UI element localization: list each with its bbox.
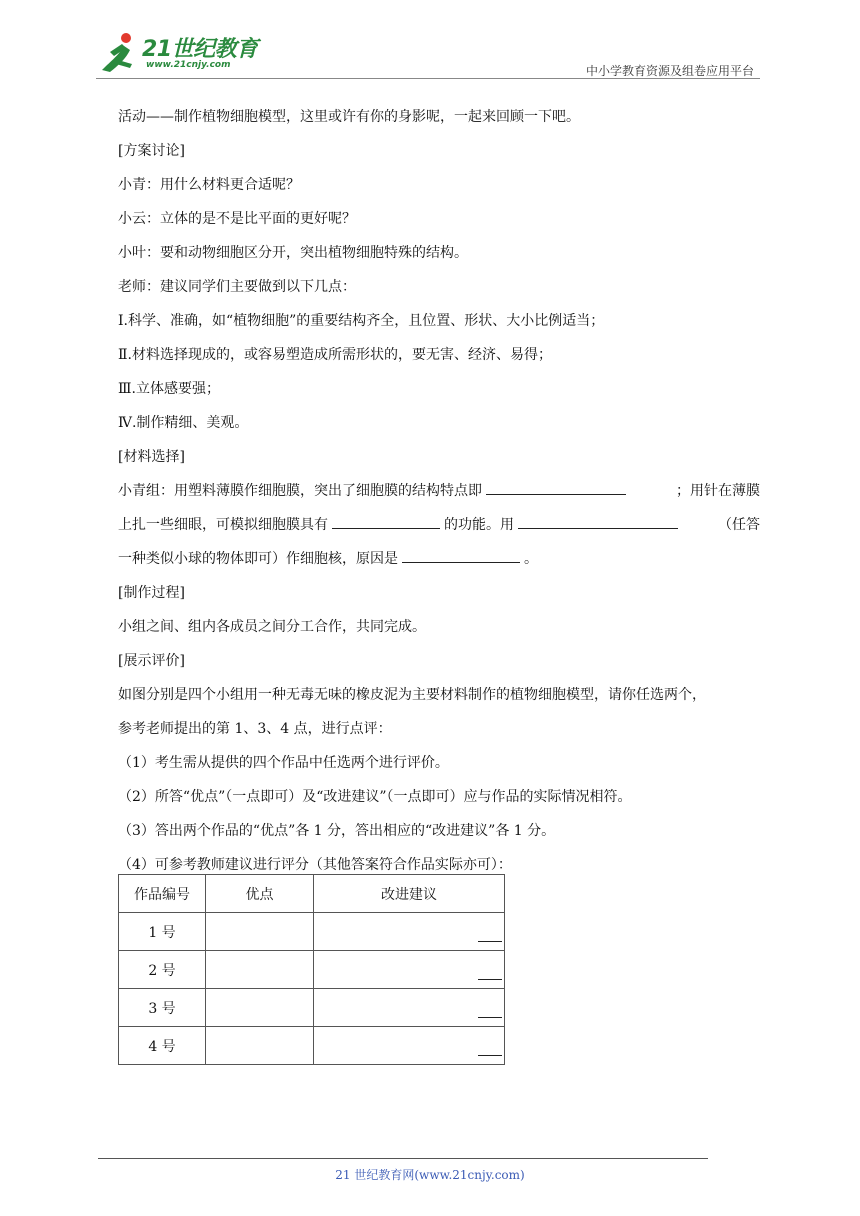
xiaoyun-line: 小云：立体的是不是比平面的更好呢？ — [118, 211, 356, 227]
point-1: Ⅰ.科学、准确，如“植物细胞”的重要结构齐全，且位置、形状、大小比例适当； — [118, 313, 605, 329]
xiaoye-line: 小叶：要和动物细胞区分开，突出植物细胞特殊的结构。 — [118, 245, 468, 261]
table-row — [119, 989, 505, 1027]
evaluation-table — [118, 874, 505, 1065]
work-number-cell: 2 号 — [119, 951, 206, 989]
header-advantages: 优点 — [206, 875, 314, 913]
answer-blank-2[interactable] — [332, 510, 440, 529]
logo-url: www.21cnjy.com — [146, 60, 231, 70]
table-row — [119, 951, 505, 989]
note-1: （1）考生需从提供的四个作品中任选两个进行评价。 — [118, 755, 449, 771]
point-3: Ⅲ.立体感要强； — [118, 381, 220, 397]
header-work-number: 作品编号 — [119, 875, 206, 913]
work-number-cell: 1 号 — [119, 913, 206, 951]
header-suggestions: 改进建议 — [314, 875, 505, 913]
table-row — [119, 913, 505, 951]
answer-blank — [478, 979, 502, 980]
material-text-d: 的功能。用 — [444, 517, 514, 533]
material-text-b: ；用针在薄膜 — [676, 483, 760, 499]
platform-name: 中小学教育资源及组卷应用平台 — [585, 64, 754, 78]
answer-blank — [478, 1017, 502, 1018]
answer-blank-1[interactable] — [486, 476, 626, 495]
note-2: （2）所答“优点”（一点即可）及“改进建议”（一点即可）应与作品的实际情况相符。 — [118, 789, 632, 805]
page-header — [96, 28, 760, 80]
table-header-row — [119, 875, 505, 913]
intro-paragraph: 活动——制作植物细胞模型，这里或许有你的身影呢，一起来回顾一下吧。 — [118, 109, 580, 125]
footer-divider — [98, 1158, 708, 1159]
answer-blank — [478, 941, 502, 942]
eval-line-2: 参考老师提出的第 1、3、4 点，进行点评： — [118, 721, 392, 737]
advantage-cell[interactable] — [206, 951, 314, 989]
note-3: （3）答出两个作品的“优点”各 1 分，答出相应的“改进建议”各 1 分。 — [118, 823, 556, 839]
runner-logo-icon — [96, 30, 142, 76]
material-line-3 — [118, 542, 760, 576]
point-2: Ⅱ.材料选择现成的，或容易塑造成所需形状的，要无害、经济、易得； — [118, 347, 552, 363]
site-logo[interactable] — [96, 30, 266, 76]
advantage-cell[interactable] — [206, 989, 314, 1027]
table-row — [119, 1027, 505, 1065]
material-text-e: （任答 — [718, 517, 760, 533]
suggestion-cell[interactable] — [314, 1027, 505, 1065]
material-text-f: 一种类似小球的物体即可）作细胞核，原因是 — [118, 551, 398, 567]
suggestion-cell[interactable] — [314, 951, 505, 989]
teacher-line: 老师：建议同学们主要做到以下几点： — [118, 279, 356, 295]
work-number-cell: 3 号 — [119, 989, 206, 1027]
note-4: （4）可参考教师建议进行评分（其他答案符合作品实际亦可）： — [118, 857, 512, 873]
answer-blank — [478, 1055, 502, 1056]
material-text-g: 。 — [524, 551, 538, 567]
material-line-1 — [118, 474, 760, 508]
answer-blank-4[interactable] — [402, 544, 520, 563]
eval-line-1: 如图分别是四个小组用一种无毒无味的橡皮泥为主要材料制作的植物细胞模型，请你任选两个， — [118, 687, 706, 703]
logo-text: 21世纪教育 — [142, 37, 258, 62]
section-plan-heading: [方案讨论] — [118, 143, 185, 159]
point-4: Ⅳ.制作精细、美观。 — [118, 415, 249, 431]
material-text-a: 小青组：用塑料薄膜作细胞膜，突出了细胞膜的结构特点即 — [118, 483, 482, 499]
advantage-cell[interactable] — [206, 913, 314, 951]
footer-link[interactable]: 21 世纪教育网(www.21cnjy.com) — [335, 1168, 525, 1182]
document-body — [118, 100, 760, 882]
process-line: 小组之间、组内各成员之间分工合作，共同完成。 — [118, 619, 426, 635]
work-number-cell: 4 号 — [119, 1027, 206, 1065]
material-line-2 — [118, 508, 760, 542]
answer-blank-3[interactable] — [518, 510, 678, 529]
suggestion-cell[interactable] — [314, 989, 505, 1027]
section-process-heading: [制作过程] — [118, 585, 185, 601]
xiaoqing-line: 小青：用什么材料更合适呢？ — [118, 177, 300, 193]
material-text-c: 上扎一些细眼，可模拟细胞膜具有 — [118, 517, 328, 533]
header-divider — [96, 78, 760, 79]
suggestion-cell[interactable] — [314, 913, 505, 951]
section-eval-heading: [展示评价] — [118, 653, 185, 669]
section-material-heading: [材料选择] — [118, 449, 185, 465]
advantage-cell[interactable] — [206, 1027, 314, 1065]
